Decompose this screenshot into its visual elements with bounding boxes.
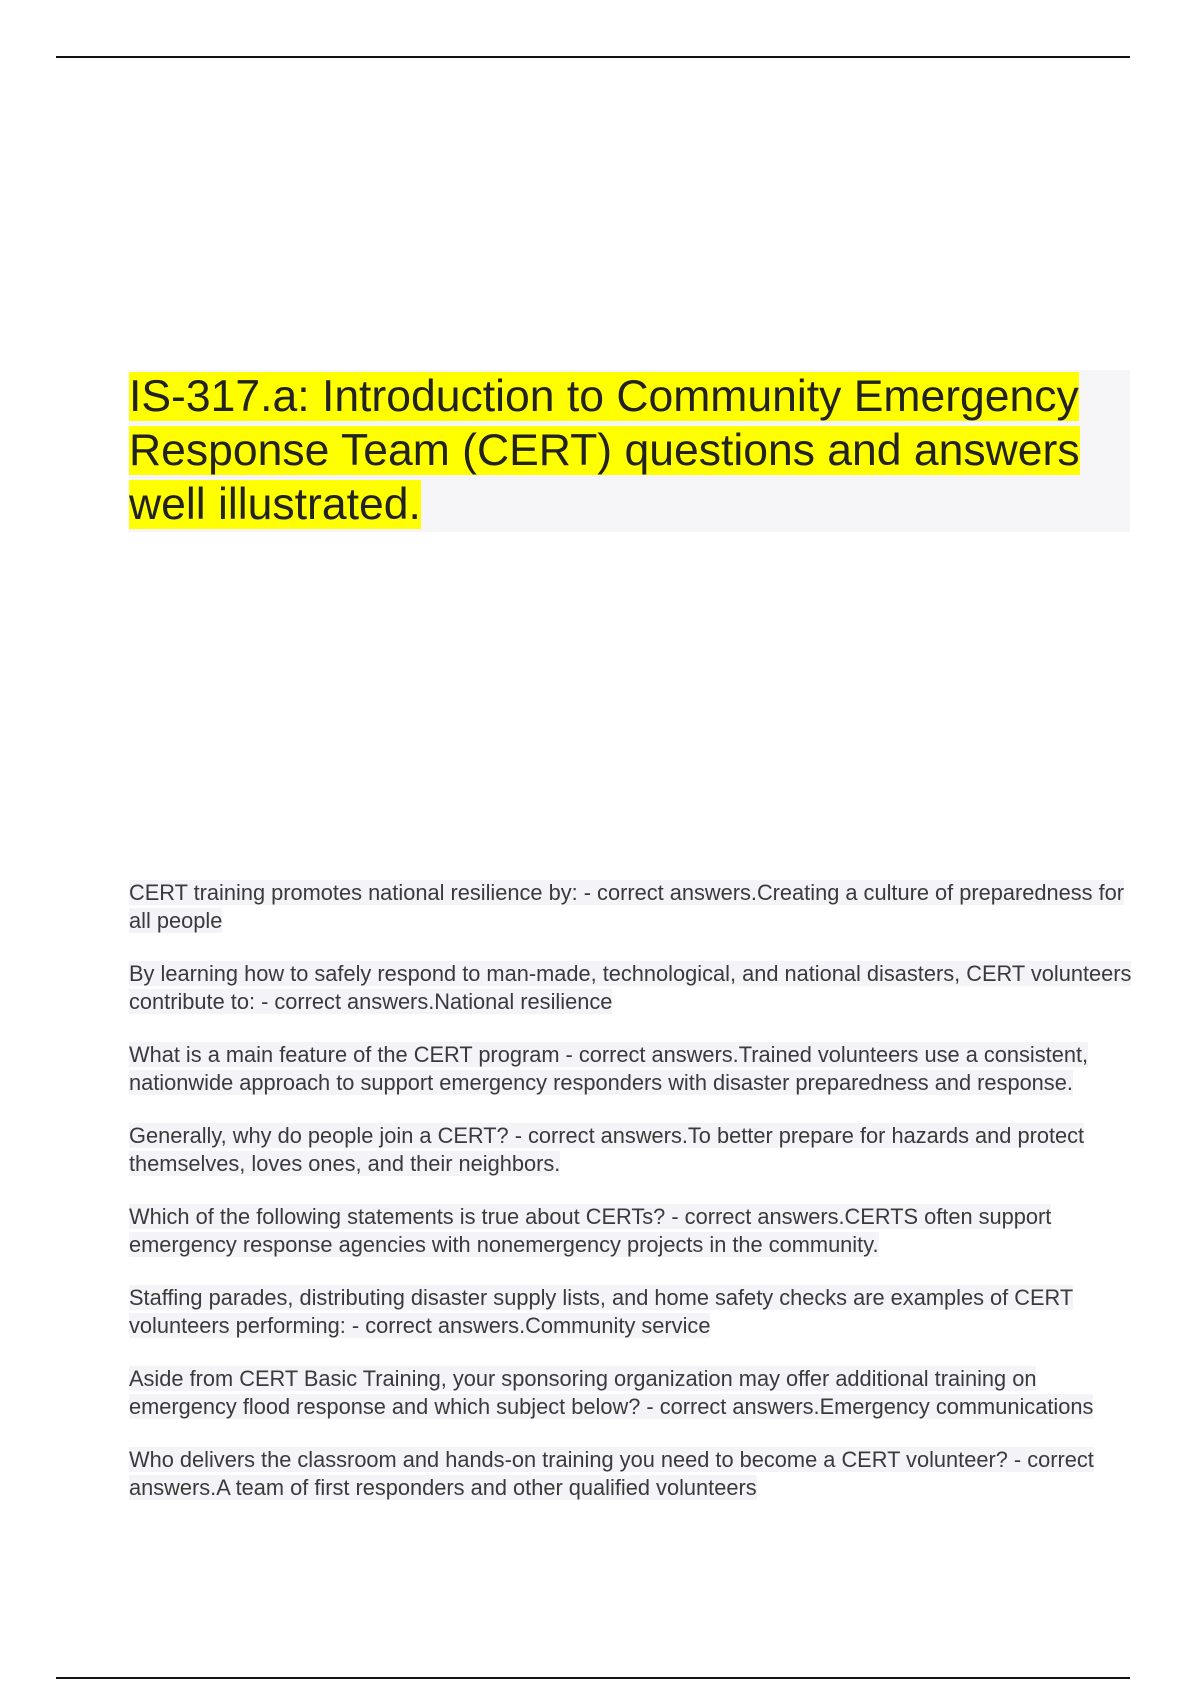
qa-text: Which of the following statements is true about CERTs? - correct answers.CERTS often support emergency response agencies with nonemergency projects in the community.: [129, 1204, 1052, 1257]
footer-rule: [56, 1677, 1130, 1679]
qa-item: [129, 879, 1139, 934]
qa-text: Who delivers the classroom and hands-on training you need to become a CERT volunteer? - correct answers.A team of first responders and other qualified volunteers: [129, 1447, 1094, 1500]
qa-text: CERT training promotes national resilience by: - correct answers.Creating a culture of preparedness for all people: [129, 880, 1125, 933]
header-rule: [56, 56, 1130, 58]
qa-text: By learning how to safely respond to man-made, technological, and national disasters, CERT volunteers contribute to: - correct answers.National resilience: [129, 961, 1132, 1014]
qa-item: [129, 1122, 1139, 1177]
qa-item: [129, 1284, 1139, 1339]
qa-text: What is a main feature of the CERT program - correct answers.Trained volunteers use a consistent, nationwide approach to support emergency responders with disaster preparedness and response.: [129, 1042, 1089, 1095]
qa-item: [129, 1203, 1139, 1258]
qa-text: Aside from CERT Basic Training, your sponsoring organization may offer additional training on emergency flood response and which subject below? - correct answers.Emergency communications: [129, 1366, 1094, 1419]
document-title-text: IS-317.a: Introduction to Community Emergency Response Team (CERT) questions and answers well illustrated.: [129, 372, 1080, 529]
qa-item: [129, 1041, 1139, 1096]
qa-item: [129, 960, 1139, 1015]
qa-item: [129, 1365, 1139, 1420]
qa-text: Generally, why do people join a CERT? - correct answers.To better prepare for hazards and protect themselves, loves ones, and their neighbors.: [129, 1123, 1085, 1176]
qa-list: [129, 879, 1139, 1527]
title-block: [129, 370, 1130, 532]
qa-text: Staffing parades, distributing disaster supply lists, and home safety checks are examples of CERT volunteers performing: - correct answers.Community service: [129, 1285, 1074, 1338]
qa-item: [129, 1446, 1139, 1501]
document-title: [129, 370, 1130, 532]
